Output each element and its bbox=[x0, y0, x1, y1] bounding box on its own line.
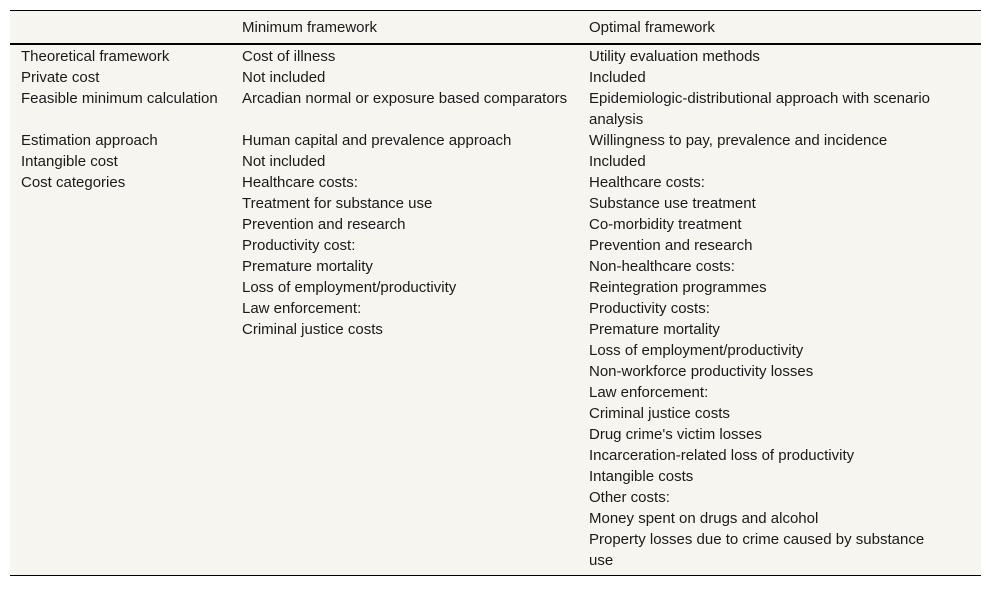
row-label: Intangible cost bbox=[21, 153, 118, 170]
minimum-framework-cell bbox=[242, 172, 589, 575]
minimum-cell-line: Prevention and research bbox=[242, 216, 406, 233]
table-row bbox=[10, 88, 981, 130]
table-body bbox=[10, 44, 981, 575]
optimal-cell-line: Drug crime's victim losses bbox=[589, 426, 762, 443]
minimum-cell-line: Productivity cost: bbox=[242, 237, 356, 254]
optimal-cell-line: Substance use treatment bbox=[589, 195, 756, 212]
optimal-cell-line: Prevention and research bbox=[589, 237, 753, 254]
optimal-cell-line: Non-healthcare costs: bbox=[589, 258, 735, 275]
header-minimum-framework: Minimum framework bbox=[242, 11, 589, 44]
header-row bbox=[10, 11, 981, 44]
optimal-cell-line: Non-workforce productivity losses bbox=[589, 363, 814, 380]
optimal-cell-line: Money spent on drugs and alcohol bbox=[589, 510, 819, 527]
minimum-framework-cell bbox=[242, 151, 589, 172]
header-empty-cell bbox=[10, 11, 242, 44]
minimum-cell-line: Healthcare costs: bbox=[242, 174, 358, 191]
table-row bbox=[10, 151, 981, 172]
minimum-cell-line: Premature mortality bbox=[242, 258, 373, 275]
table-row bbox=[10, 44, 981, 67]
optimal-framework-cell bbox=[589, 172, 981, 575]
optimal-cell-line: Other costs: bbox=[589, 489, 670, 506]
optimal-cell-line: Willingness to pay, prevalence and incidence bbox=[589, 132, 888, 149]
framework-comparison-table-container bbox=[10, 10, 981, 576]
optimal-cell-line: Loss of employment/productivity bbox=[589, 342, 804, 359]
optimal-framework-cell bbox=[589, 44, 981, 67]
optimal-framework-cell bbox=[589, 130, 981, 151]
optimal-cell-line: Epidemiologic-distributional approach with scenario analysis bbox=[589, 90, 931, 128]
row-label: Theoretical framework bbox=[21, 48, 170, 65]
minimum-cell-line: Not included bbox=[242, 69, 326, 86]
framework-comparison-table bbox=[10, 11, 981, 575]
minimum-framework-cell bbox=[242, 130, 589, 151]
minimum-cell-line: Treatment for substance use bbox=[242, 195, 433, 212]
optimal-cell-line: Co-morbidity treatment bbox=[589, 216, 742, 233]
minimum-cell-line: Not included bbox=[242, 153, 326, 170]
table-row bbox=[10, 130, 981, 151]
row-label: Estimation approach bbox=[21, 132, 158, 149]
optimal-cell-line: Premature mortality bbox=[589, 321, 720, 338]
optimal-framework-cell bbox=[589, 88, 981, 130]
optimal-cell-line: Included bbox=[589, 153, 646, 170]
optimal-cell-line: Healthcare costs: bbox=[589, 174, 705, 191]
optimal-framework-cell bbox=[589, 67, 981, 88]
optimal-framework-cell bbox=[589, 151, 981, 172]
minimum-cell-line: Criminal justice costs bbox=[242, 321, 383, 338]
optimal-cell-line: Reintegration programmes bbox=[589, 279, 767, 296]
table-row bbox=[10, 67, 981, 88]
minimum-cell-line: Cost of illness bbox=[242, 48, 336, 65]
optimal-cell-line: Criminal justice costs bbox=[589, 405, 730, 422]
row-label: Private cost bbox=[21, 69, 100, 86]
row-label: Feasible minimum calculation bbox=[21, 90, 218, 107]
optimal-cell-line: Intangible costs bbox=[589, 468, 694, 485]
optimal-cell-line: Property losses due to crime caused by substance use bbox=[589, 531, 925, 569]
optimal-cell-line: Incarceration-related loss of productivity bbox=[589, 447, 855, 464]
optimal-cell-line: Included bbox=[589, 69, 646, 86]
row-label: Cost categories bbox=[21, 174, 126, 191]
minimum-framework-cell bbox=[242, 88, 589, 130]
minimum-cell-line: Law enforcement: bbox=[242, 300, 362, 317]
optimal-cell-line: Productivity costs: bbox=[589, 300, 710, 317]
minimum-cell-line: Arcadian normal or exposure based comparators bbox=[242, 90, 568, 107]
optimal-cell-line: Utility evaluation methods bbox=[589, 48, 760, 65]
optimal-cell-line: Law enforcement: bbox=[589, 384, 709, 401]
header-optimal-framework: Optimal framework bbox=[589, 11, 981, 44]
minimum-cell-line: Loss of employment/productivity bbox=[242, 279, 457, 296]
minimum-framework-cell bbox=[242, 67, 589, 88]
minimum-framework-cell bbox=[242, 44, 589, 67]
table-row bbox=[10, 172, 981, 575]
minimum-cell-line: Human capital and prevalence approach bbox=[242, 132, 512, 149]
table-header bbox=[10, 11, 981, 44]
